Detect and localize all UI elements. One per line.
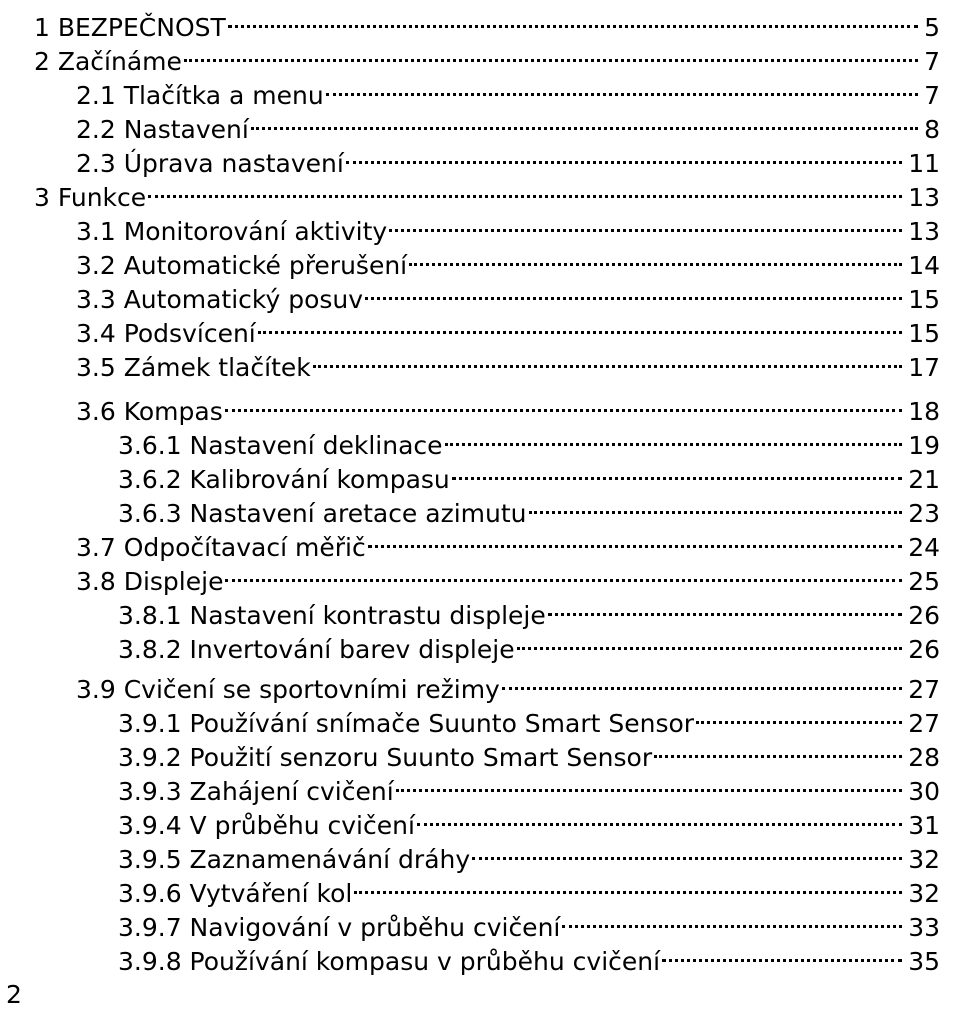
toc-entry[interactable]: [118, 732, 940, 772]
toc-entry[interactable]: [34, 2, 940, 42]
dot-leader: [326, 70, 918, 104]
toc-entry-page: 26: [908, 601, 940, 630]
toc-entry-title: 3.9.3 Zahájení cvičení: [118, 777, 394, 806]
toc-entry[interactable]: [118, 590, 940, 630]
toc-entry[interactable]: [76, 556, 940, 596]
toc-entry-title: 3.9.2 Použití senzoru Suunto Smart Sensor: [118, 743, 653, 772]
toc-entry-title: 2.2 Nastavení: [76, 115, 249, 144]
toc-entry-page: 15: [908, 285, 940, 314]
toc-entry-page: 17: [908, 353, 940, 382]
toc-entry-title: 3.8.2 Invertování barev displeje: [118, 635, 515, 664]
toc-entry-page: 26: [908, 635, 940, 664]
toc-entry-title: 3.9.5 Zaznamenávání dráhy: [118, 845, 471, 874]
dot-leader: [389, 206, 902, 240]
dot-leader: [396, 766, 903, 800]
dot-leader: [654, 732, 902, 766]
toc-entry-title: 3.8.1 Nastavení kontrastu displeje: [118, 601, 546, 630]
toc-entry-title: 2.1 Tlačítka a menu: [76, 81, 324, 110]
dot-leader: [365, 274, 902, 308]
toc-entry-page: 21: [908, 465, 940, 494]
toc-entry[interactable]: [118, 800, 940, 840]
toc-entry-page: 30: [908, 777, 940, 806]
dot-leader: [313, 342, 902, 376]
dot-leader: [472, 834, 902, 868]
dot-leader: [562, 902, 902, 936]
toc-entry[interactable]: [76, 274, 940, 314]
toc-entry-title: 3.9.8 Používání kompasu v průběhu cvičení: [118, 947, 661, 976]
toc-entry-page: 13: [908, 217, 940, 246]
toc-entry-page: 13: [908, 183, 940, 212]
toc-entry-title: 3.4 Podsvícení: [76, 319, 256, 348]
toc-entry[interactable]: [76, 664, 940, 704]
toc-entry-page: 11: [908, 149, 940, 178]
toc-entry[interactable]: [118, 902, 940, 942]
toc-entry-title: 3.8 Displeje: [76, 567, 224, 596]
toc-entry-title: 3.9.6 Vytváření kol: [118, 879, 353, 908]
toc-entry-page: 32: [908, 879, 940, 908]
toc-entry-page: 27: [908, 709, 940, 738]
toc-entry-page: 32: [908, 845, 940, 874]
toc-entry[interactable]: [76, 386, 940, 426]
dot-leader: [251, 104, 918, 138]
toc-entry-page: 19: [908, 431, 940, 460]
toc-entry[interactable]: [34, 36, 940, 76]
toc-entry-page: 5: [924, 13, 940, 42]
toc-entry[interactable]: [118, 420, 940, 460]
toc-entry[interactable]: [76, 206, 940, 246]
toc-entry-page: 31: [908, 811, 940, 840]
toc-entry-title: 3.9.1 Používání snímače Suunto Smart Sensor: [118, 709, 695, 738]
toc-entry-title: 3.9 Cvičení se sportovními režimy: [76, 675, 500, 704]
toc-entry-title: 3.3 Automatický posuv: [76, 285, 364, 314]
toc-entry-title: 3.1 Monitorování aktivity: [76, 217, 388, 246]
dot-leader: [409, 240, 902, 274]
dot-leader: [452, 454, 902, 488]
dot-leader: [548, 590, 902, 624]
dot-leader: [502, 664, 902, 698]
toc-entry-page: 35: [908, 947, 940, 976]
toc-entry-page: 23: [908, 499, 940, 528]
toc-entry[interactable]: [76, 240, 940, 280]
toc-entry[interactable]: [76, 138, 940, 178]
toc-entry-title: 3.9.4 V průběhu cvičení: [118, 811, 415, 840]
toc-entry-page: 25: [908, 567, 940, 596]
dot-leader: [696, 698, 902, 732]
toc-entry[interactable]: [118, 766, 940, 806]
dot-leader: [225, 556, 902, 590]
toc-entry-title: 3.9.7 Navigování v průběhu cvičení: [118, 913, 561, 942]
toc-entry[interactable]: [118, 488, 940, 528]
toc-entry-page: 18: [908, 397, 940, 426]
dot-leader: [445, 420, 903, 454]
toc-entry-page: 8: [924, 115, 940, 144]
toc-entry[interactable]: [118, 936, 940, 976]
dot-leader: [417, 800, 902, 834]
dot-leader: [354, 868, 902, 902]
toc-entry-title: 1 BEZPEČNOST: [34, 13, 226, 42]
toc-entry[interactable]: [118, 624, 940, 664]
toc-entry[interactable]: [76, 342, 940, 382]
toc-entry[interactable]: [76, 104, 940, 144]
toc-entry-page: 28: [908, 743, 940, 772]
toc-entry-title: 3.2 Automatické přerušení: [76, 251, 408, 280]
toc-entry-title: 3.6.3 Nastavení aretace azimutu: [118, 499, 527, 528]
toc-entry[interactable]: [34, 172, 940, 212]
toc-entry-page: 24: [908, 533, 940, 562]
toc-entry[interactable]: [118, 454, 940, 494]
toc-entry-title: 3.6.1 Nastavení deklinace: [118, 431, 443, 460]
dot-leader: [184, 36, 918, 70]
dot-leader: [225, 386, 902, 420]
page-number: 2: [6, 980, 22, 1009]
toc-entry[interactable]: [76, 308, 940, 348]
dot-leader: [662, 936, 902, 970]
toc-entry-page: 7: [924, 47, 940, 76]
toc-entry[interactable]: [118, 834, 940, 874]
toc-entry[interactable]: [118, 868, 940, 908]
dot-leader: [346, 138, 902, 172]
toc-entry-title: 3.6 Kompas: [76, 397, 223, 426]
toc-entry-page: 33: [908, 913, 940, 942]
dot-leader: [228, 2, 918, 36]
toc-entry-page: 27: [908, 675, 940, 704]
toc-entry-title: 3.5 Zámek tlačítek: [76, 353, 311, 382]
dot-leader: [517, 624, 903, 658]
toc-entry-title: 3.7 Odpočítavací měřič: [76, 533, 366, 562]
toc-entry[interactable]: [118, 698, 940, 738]
dot-leader: [529, 488, 903, 522]
toc-entry[interactable]: [76, 522, 940, 562]
dot-leader: [148, 172, 902, 206]
toc-entry-page: 14: [908, 251, 940, 280]
dot-leader: [368, 522, 903, 556]
toc-entry-page: 7: [924, 81, 940, 110]
toc-entry-title: 3.6.2 Kalibrování kompasu: [118, 465, 450, 494]
dot-leader: [258, 308, 902, 342]
toc-entry-title: 2 Začínáme: [34, 47, 182, 76]
toc-entry[interactable]: [76, 70, 940, 110]
toc-entry-title: 3 Funkce: [34, 183, 147, 212]
toc-entry-title: 2.3 Úprava nastavení: [76, 149, 344, 178]
toc-entry-page: 15: [908, 319, 940, 348]
